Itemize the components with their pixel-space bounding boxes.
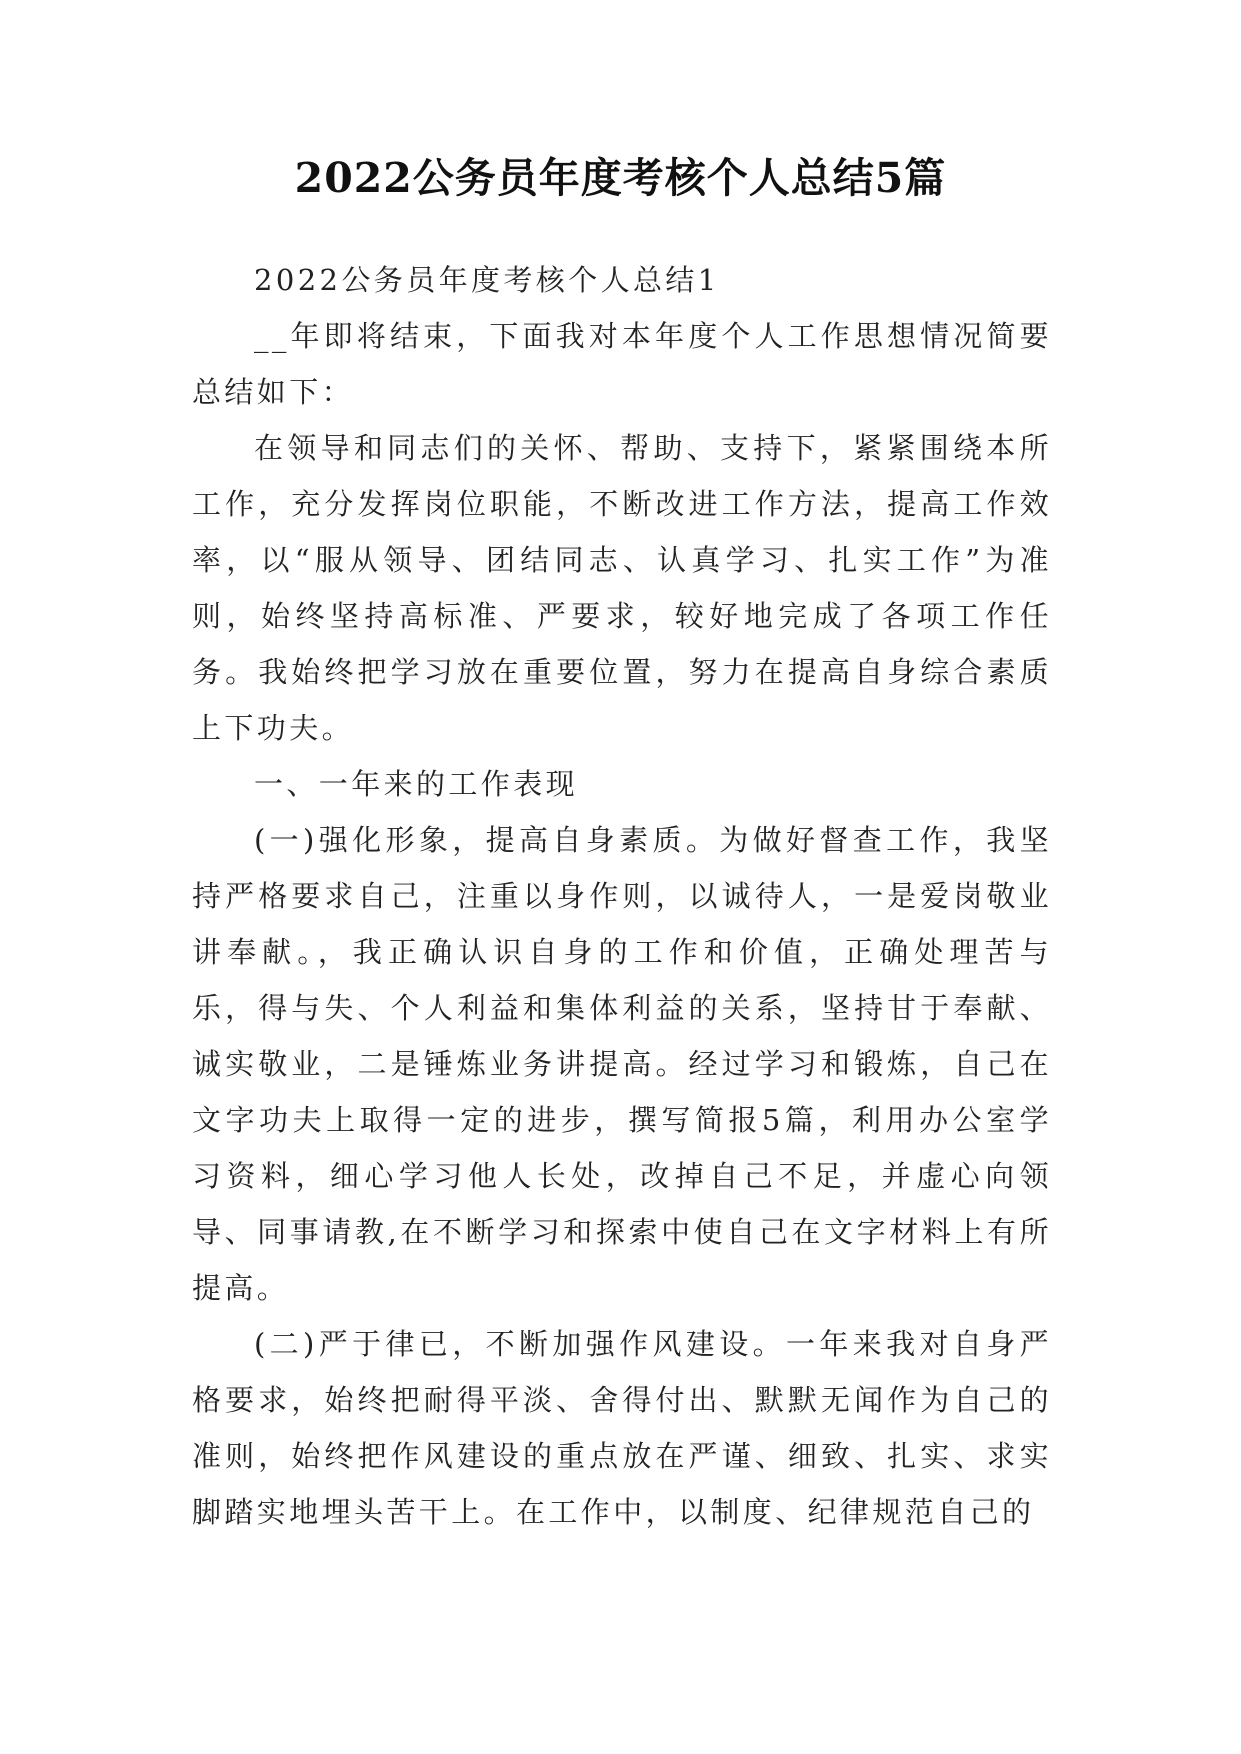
intro-paragraph: __年即将结束，下面我对本年度个人工作思想情况简要总结如下： — [192, 319, 1052, 409]
document-body — [192, 252, 1052, 1540]
section-heading: 2022公务员年度考核个人总结1 — [254, 263, 720, 297]
document-title: 2022公务员年度考核个人总结5篇 — [294, 154, 947, 202]
body-paragraph: (二)严于律已，不断加强作风建设。一年来我对自身严格要求，始终把耐得平淡、舍得付出、默默无闻作为自己的准则，始终把作风建设的重点放在严谨、细致、扎实、求实脚踏实地埋头苦干上。在工作中，以制度、纪律规范自己的 — [192, 1327, 1052, 1529]
body-paragraph: (一)强化形象，提高自身素质。为做好督查工作，我坚持严格要求自己，注重以身作则，以诚待人，一是爱岗敬业讲奉献。，我正确认识自身的工作和价值，正确处理苦与乐，得与失、个人利益和集体利益的关系，坚持甘于奉献、诚实敬业，二是锤炼业务讲提高。经过学习和锻炼，自己在文字功夫上取得一定的进步，撰写简报5篇，利用办公室学习资料，细心学习他人长处，改掉自己不足，并虚心向领导、同事请教,在不断学习和探索中使自己在文字材料上有所提高。 — [192, 823, 1052, 1305]
body-paragraph: 在领导和同志们的关怀、帮助、支持下，紧紧围绕本所工作，充分发挥岗位职能，不断改进工作方法，提高工作效率，以“服从领导、团结同志、认真学习、扎实工作”为准则，始终坚持高标准、严要求，较好地完成了各项工作任务。我始终把学习放在重要位置，努力在提高自身综合素质上下功夫。 — [192, 431, 1052, 745]
subsection-heading: 一、一年来的工作表现 — [254, 767, 579, 801]
